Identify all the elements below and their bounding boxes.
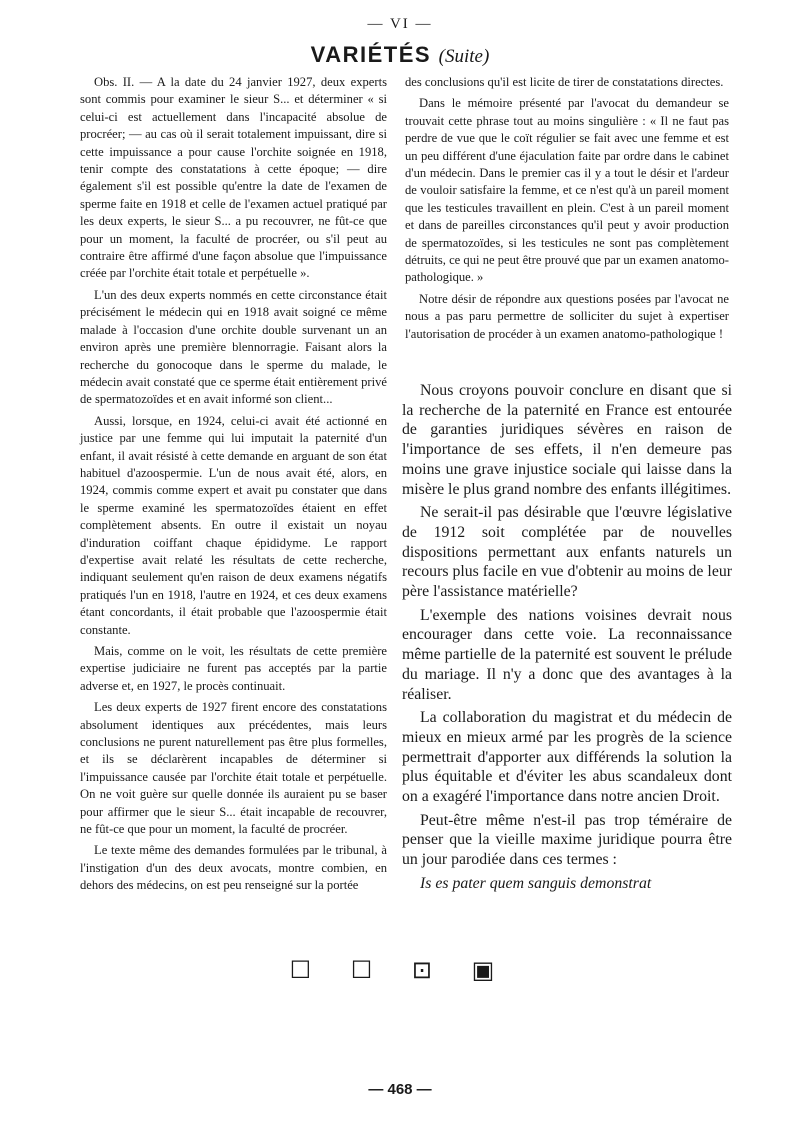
paragraph: Dans le mémoire présenté par l'avocat du demandeur se trouvait cette phrase tout au moins singulière : « Il ne faut pas perdre de vue que le coït régulier se fait avec une femme et est un peu différent d'une éjaculation faite par ordre dans le cabinet d'un médecin. Dans le premier cas il y a tout le désir et l'ardeur de vouloir satisfaire la femme, et ce n'est qu'à un pareil moment que les testicules travaillent en plein. C'est à un pareil moment et dans de pareilles circonstances qu'il peut y avoir production de spermatozoïdes, si les testicules ne sont pas complètement détruits, ce qui ne peut être prouvé que par un examen anatomo-pathologique. »: [405, 96, 729, 285]
section-number: — VI —: [367, 16, 433, 32]
paragraph: L'exemple des nations voisines devrait nous encourager dans cette voie. La reconnaissance même partielle de la paternité est souvent le prélude du mariage. Il n'y a donc que des avantages à la réaliser.: [402, 606, 732, 703]
paragraph: Nous croyons pouvoir conclure en disant que si la recherche de la paternité en France est entourée de garanties juridiques sévères en raison de l'importance de ses effets, il n'en demeure pas moins une grave injustice sociale qui laisse dans la misère le plus grand nombre des enfants illégitimes.: [402, 382, 732, 498]
paragraph: Peut-être même n'est-il pas trop téméraire de penser que la vieille maxime juridique pourra être un jour parodiée dans ces termes :: [402, 811, 732, 869]
paragraph: Ne serait-il pas désirable que l'œuvre législative de 1912 soit complétée par de nouvelles dispositions permettant aux enfants naturels un recours plus facile en vue d'obtenir au moins de leur père l'assistance matérielle?: [402, 504, 732, 601]
right-column-conclusion: [402, 381, 732, 898]
paragraph: Les deux experts de 1927 firent encore des constatations absolument identiques aux précédentes, mais leurs conclusions ne purent naturellement pas être plus formelles, et ils se déclarèrent incapables de déterminer si l'impuissance causée par l'orchite était totale et perpétuelle. On ne voit guère sur quelle donnée ils auraient pu se baser pour affirmer que le sieur S... était incapable de recouvrer, ne fût-ce que pour un moment, la faculté de procréer.: [80, 700, 387, 837]
paragraph: L'un des deux experts nommés en cette circonstance était précisément le médecin qui en 1918 avait soigné ce même malade à l'occasion d'une orchite double survenant un an environ après une première blennorragie. Faisant alors la recherche du gonocoque dans le sperme du malade, le médecin avait constaté que ce sperme était entièrement privé de spermatozoïdes et en avait informé son client...: [80, 287, 387, 407]
paragraph: Le texte même des demandes formulées par le tribunal, à l'instigation d'un des deux avocats, montre combien, en dehors des médecins, on est peu renseigné sur la portée: [80, 843, 387, 893]
paragraph: Mais, comme on le voit, les résultats de cette première expertise judiciaire ne furent pas acceptés par la partie adverse et, en 1927, le procès continuait.: [80, 644, 387, 693]
paragraph: Notre désir de répondre aux questions posées par l'avocat ne nous a pas paru permettre de solliciter du sujet à expertiser l'autorisation de procéder à un examen anatomo-pathologique !: [405, 291, 729, 341]
ornament-divider: ☐ ☐ ⊡ ▣: [289, 956, 511, 984]
paragraph: La collaboration du magistrat et du médecin de mieux en mieux armé par les progrès de la science permettrait d'apporter aux différends la solution la plus équitable et d'éviter les abus scandaleux dont on a exagéré l'importance dans notre ancien Droit.: [402, 709, 732, 806]
title-subtitle: (Suite): [438, 46, 490, 67]
paragraph: Aussi, lorsque, en 1924, celui-ci avait été actionné en justice par une femme qui lui imputait la paternité d'un enfant, il avait résisté à cette demande en arguant de son état habituel d'azoospermie. L'un de nous avait été, alors, en 1924, commis comme expert et avait pu constater que dans le sperme examiné les spermatozoïdes étaient en effet complètement absents. En outre il existait un noyau d'induration coiffant chaque épididyme. Le rapport d'expertise avait relaté les résultats de cette recherche, indiquant seulement qu'en raison de deux examens négatifs pratiqués l'un en 1918, l'autre en 1924, et ces deux examens étant concordants, il était probable que l'azoospermie était constante.: [80, 413, 387, 637]
paragraph: des conclusions qu'il est licite de tirer de constatations directes.: [405, 75, 724, 89]
latin-maxim: Is es pater quem sanguis demonstrat: [420, 874, 652, 892]
title-text: VARIÉTÉS: [310, 42, 432, 67]
page-number: — 468 —: [368, 1081, 432, 1098]
paragraph: Obs. II. — A la date du 24 janvier 1927, deux experts sont commis pour examiner le sieur S... et déterminer « si celui-ci est actuellement dans l'incapacité absolue de procréer; — au cas où il serait totalement impuissant, dire si cette impuissance a pour cause l'orchite soignée en 1918, tenir compte des constatations à cette époque; — dire également s'il est possible qu'entre la date de l'examen de sperme faite en 1918 et celle de l'examen actuel pratiqué par les deux experts, le sieur S... a pu recouvrer, ne fût-ce que pour un moment, la faculté de procréer, ou s'il peut au contraire être affirmé d'une façon absolue que l'impuissance créée par l'orchite était totale et perpétuelle ».: [80, 75, 387, 281]
left-column: [80, 74, 387, 899]
page-title: [0, 43, 800, 69]
right-column-quote: [405, 74, 729, 347]
